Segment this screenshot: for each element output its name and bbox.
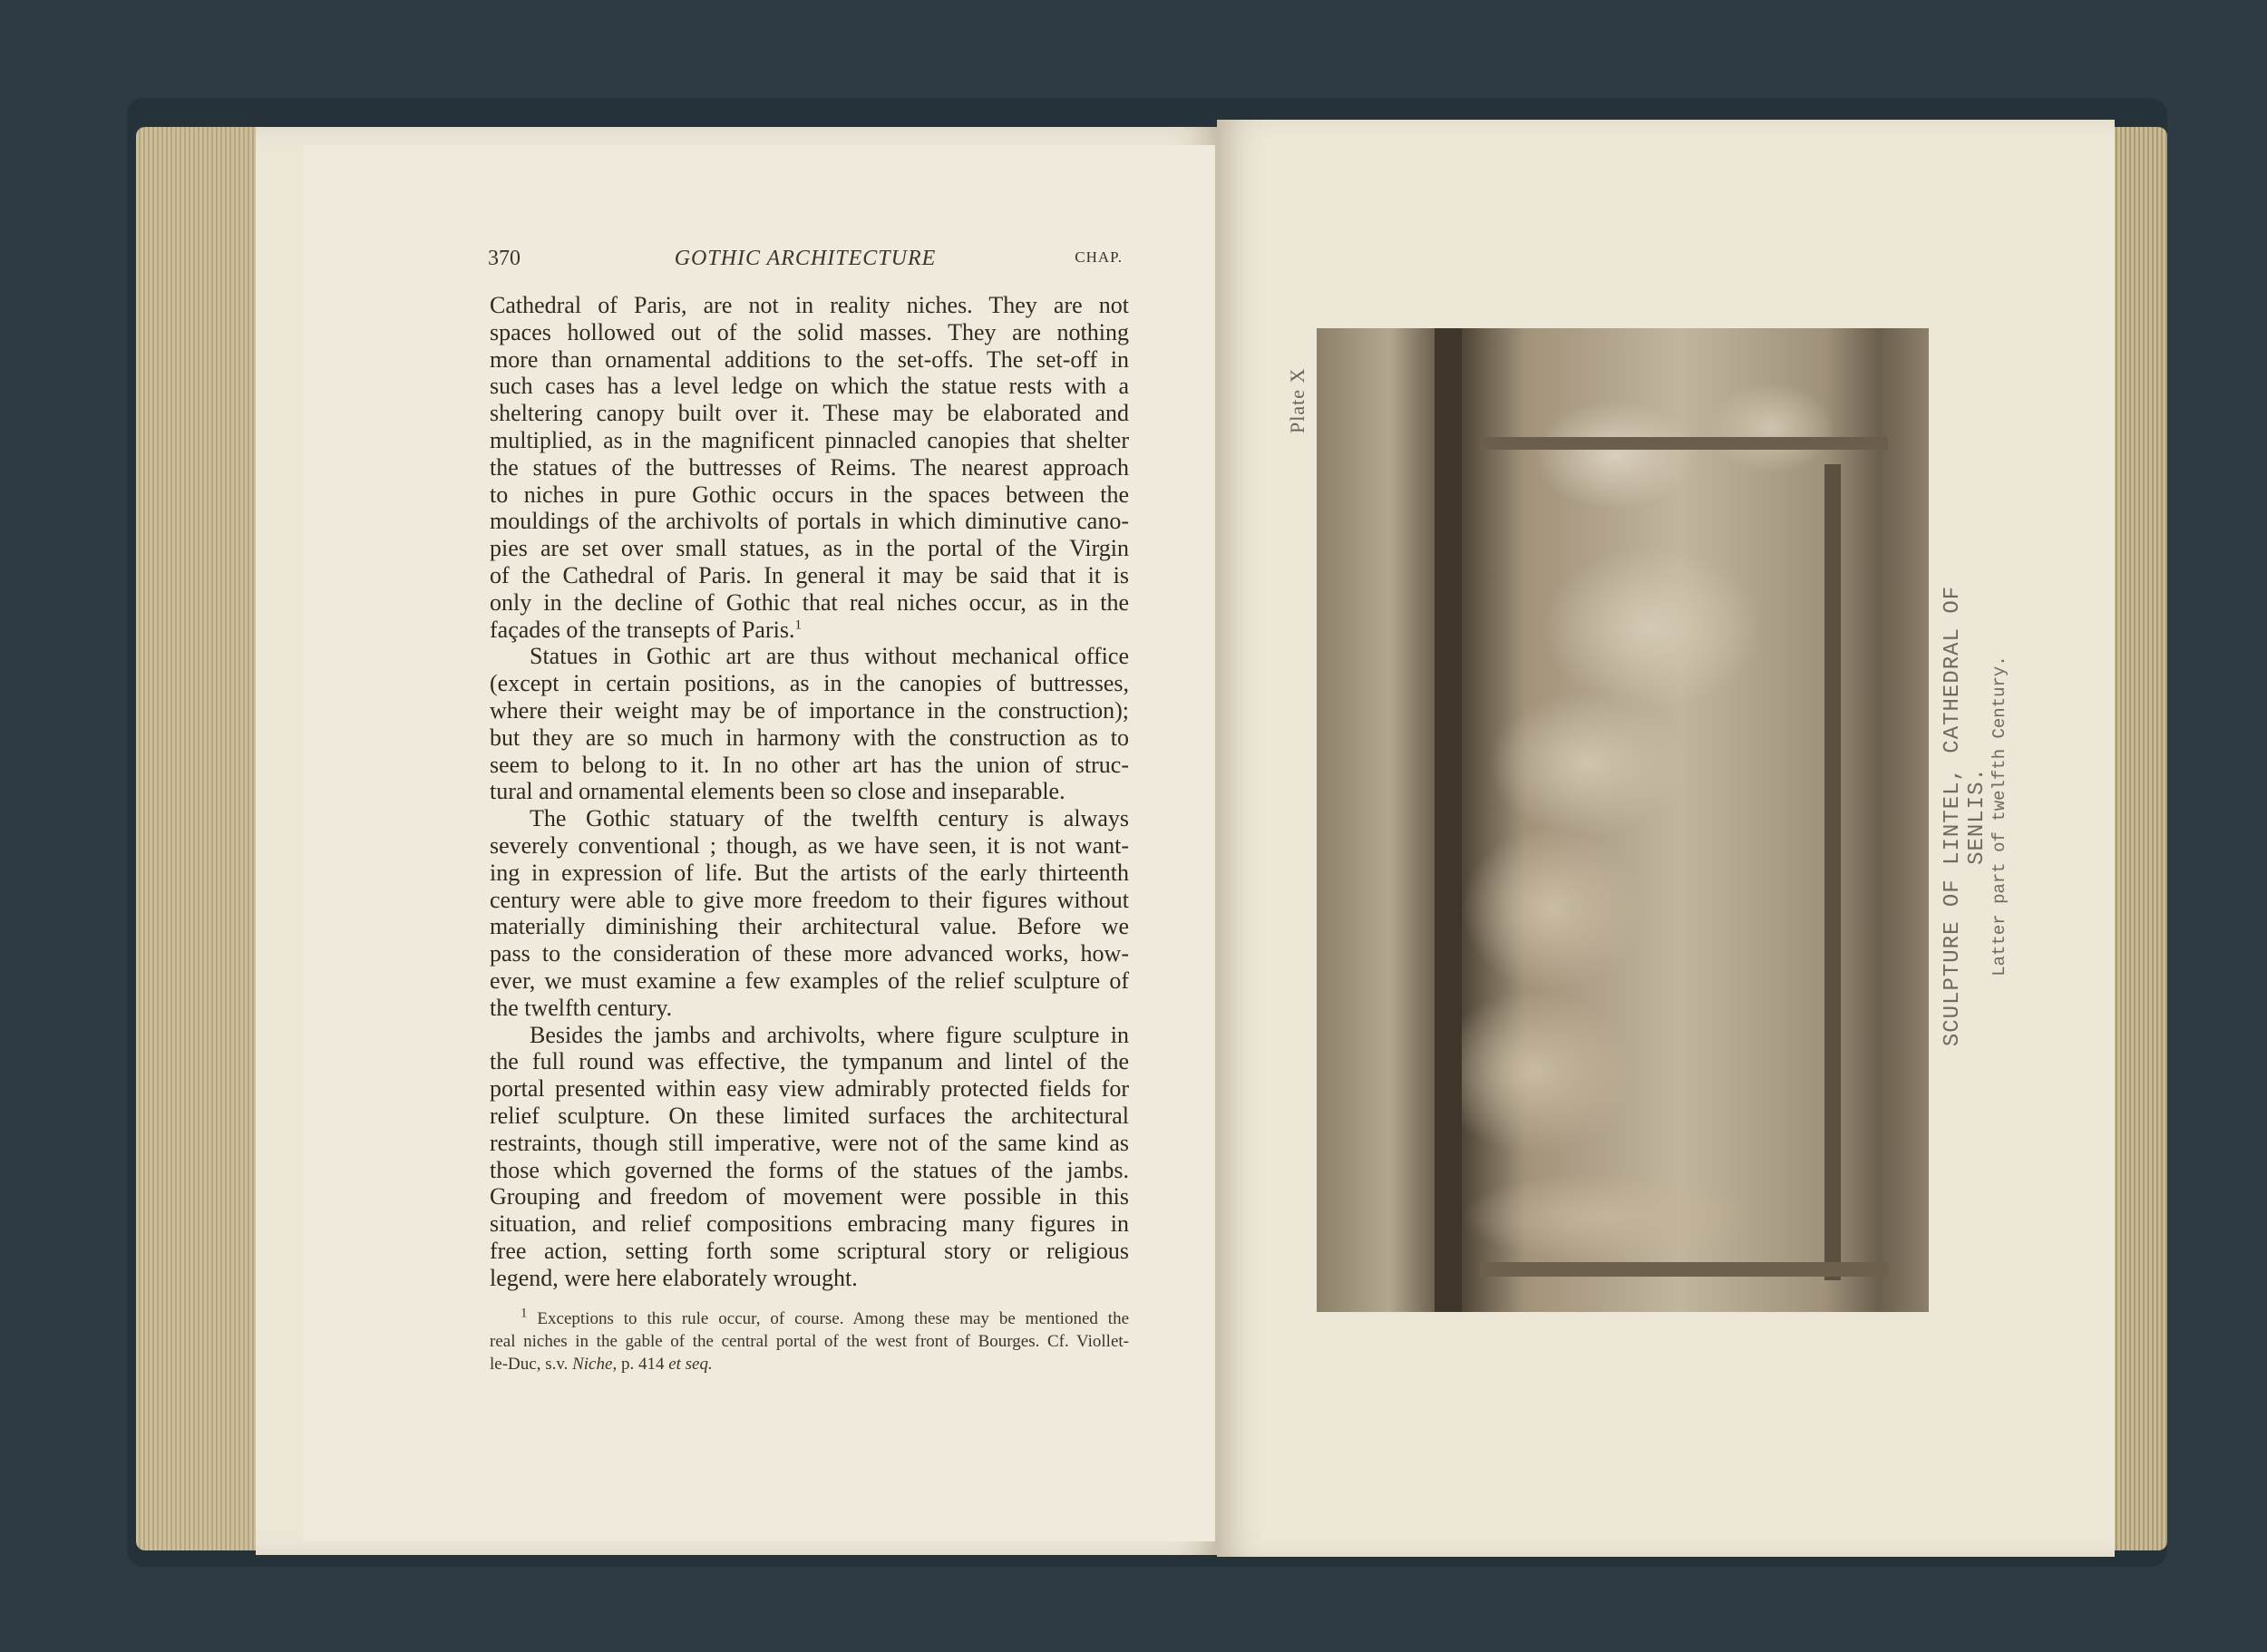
text-line <box>490 887 1129 914</box>
text-line <box>490 535 1129 562</box>
line-text: but they are so much in harmony with the construction as to <box>490 724 1129 751</box>
footnote-text: Exceptions to this rule occur, of course. Among these may be mentioned the <box>537 1309 1130 1328</box>
line-text: sheltering canopy built over it. These may be elaborated and <box>490 400 1129 427</box>
line-text: multiplied, as in the magnificent pinnacled canopies that shelter <box>490 426 1129 453</box>
line-text: Statues in Gothic art are thus without mechanical office <box>530 643 1129 670</box>
line-text: spaces hollowed out of the solid masses. They are nothing <box>490 318 1129 345</box>
line-text: Besides the jambs and archivolts, where figure sculpture in <box>530 1021 1129 1048</box>
line-text: the twelfth century. <box>490 994 673 1021</box>
text-line <box>490 292 1129 319</box>
footnote-line <box>490 1353 1129 1375</box>
line-text: Grouping and freedom of movement were possible in this <box>490 1183 1129 1210</box>
line-text: The Gothic statuary of the twelfth century is always <box>530 805 1129 832</box>
line-text: such cases has a level ledge on which the statue rests with a <box>490 373 1129 400</box>
text-line <box>490 670 1129 697</box>
line-text: materially diminishing their architectural value. Before we <box>490 913 1129 940</box>
text-line <box>490 778 1129 805</box>
line-text: legend, were here elaborately wrought. <box>490 1264 858 1291</box>
text-line <box>490 400 1129 427</box>
line-text: façades of the transepts of Paris. <box>490 616 795 643</box>
text-line <box>490 940 1129 967</box>
line-text: ever, we must examine a few examples of the relief sculpture of <box>490 967 1129 994</box>
plate-caption <box>1941 535 2009 1097</box>
running-title: GOTHIC ARCHITECTURE <box>674 247 937 270</box>
line-text: of the Cathedral of Paris. In general it may be said that it is <box>490 561 1129 588</box>
chapter-label: CHAP. <box>1075 248 1123 266</box>
text-line <box>490 346 1129 374</box>
caption-title: SCULPTURE OF LINTEL, CATHEDRAL OF SENLIS. <box>1941 585 1990 1047</box>
text-line <box>490 617 1129 644</box>
text-line <box>490 508 1129 535</box>
text-line <box>490 1130 1129 1157</box>
text-line <box>490 1157 1129 1184</box>
line-text: the full round was effective, the tympanum and lintel of the <box>490 1048 1129 1075</box>
text-line <box>490 724 1129 752</box>
line-text: pass to the consideration of these more advanced works, how- <box>490 940 1129 967</box>
caption-subtitle: Latter part of twelfth Century. <box>1990 656 2009 977</box>
line-text: restraints, though still imperative, were not of the same kind as <box>490 1129 1129 1156</box>
text-line <box>490 562 1129 589</box>
running-header <box>488 247 1123 279</box>
footnote-text: le-Duc, s.v. <box>490 1355 573 1374</box>
line-text: mouldings of the archivolts of portals in which diminutive cano- <box>490 508 1129 535</box>
footnote-text: , p. 414 <box>612 1355 669 1374</box>
line-text: Cathedral of Paris, are not in reality niches. They are not <box>490 292 1129 318</box>
text-line <box>490 1075 1129 1103</box>
line-text: more than ornamental additions to the set-offs. The set-off in <box>490 345 1129 373</box>
line-text: severely conventional ; though, as we have seen, it is not want- <box>490 831 1129 859</box>
line-text: (except in certain positions, as in the canopies of buttresses, <box>490 670 1129 697</box>
text-line <box>490 1103 1129 1130</box>
line-text: century were able to give more freedom to their figures without <box>490 886 1129 913</box>
text-line <box>490 1183 1129 1210</box>
text-line <box>490 967 1129 995</box>
text-line <box>490 373 1129 400</box>
footnote-line <box>490 1307 1129 1330</box>
line-text: seem to belong to it. In no other art has the union of struc- <box>490 751 1129 778</box>
text-line <box>490 1210 1129 1238</box>
line-text: ing in expression of life. But the artists of the early thirteenth <box>490 859 1129 886</box>
text-line <box>490 1265 1129 1292</box>
line-text: situation, and relief compositions embracing many figures in <box>490 1210 1129 1238</box>
footnote-line: real niches in the gable of the central portal of the west front of Bourges. Cf. Viollet- <box>490 1332 1129 1351</box>
text-line <box>490 752 1129 779</box>
footnote-italic: Niche <box>572 1355 613 1374</box>
text-line <box>490 995 1129 1022</box>
text-line <box>490 860 1129 887</box>
footnote-italic: et seq. <box>668 1355 713 1374</box>
page-edges-left <box>136 127 263 1550</box>
text-line <box>490 1048 1129 1075</box>
line-text: those which governed the forms of the statues of the jambs. <box>490 1156 1129 1183</box>
text-line <box>490 913 1129 940</box>
footnote-ref: 1 <box>794 617 802 632</box>
plate-photograph <box>1317 328 1929 1312</box>
text-line <box>490 1238 1129 1265</box>
text-line <box>490 805 1129 832</box>
line-text: the statues of the buttresses of Reims. The nearest approach <box>490 453 1129 481</box>
text-line <box>490 589 1129 617</box>
footnote-marker: 1 <box>521 1306 528 1321</box>
line-text: tural and ornamental elements been so close and inseparable. <box>490 778 1065 805</box>
text-line <box>490 1022 1129 1049</box>
page-number: 370 <box>488 247 521 270</box>
text-line <box>490 481 1129 509</box>
line-text: where their weight may be of importance in the construction); <box>490 696 1129 724</box>
footnote <box>490 1307 1129 1375</box>
line-text: free action, setting forth some scriptural story or religious <box>490 1237 1129 1264</box>
text-line <box>490 427 1129 454</box>
text-line <box>490 832 1129 860</box>
line-text: portal presented within easy view admirably protected fields for <box>490 1075 1129 1103</box>
line-text: relief sculpture. On these limited surfaces the architectural <box>490 1102 1129 1129</box>
text-line <box>490 643 1129 670</box>
line-text: pies are set over small statues, as in the portal of the Virgin <box>490 535 1129 562</box>
line-text: to niches in pure Gothic occurs in the spaces between the <box>490 481 1129 508</box>
text-line <box>490 697 1129 724</box>
body-text <box>490 292 1129 1291</box>
text-line <box>490 319 1129 346</box>
text-line <box>490 454 1129 481</box>
plate-label: Plate X <box>1286 367 1309 433</box>
line-text: only in the decline of Gothic that real niches occur, as in the <box>490 588 1129 616</box>
